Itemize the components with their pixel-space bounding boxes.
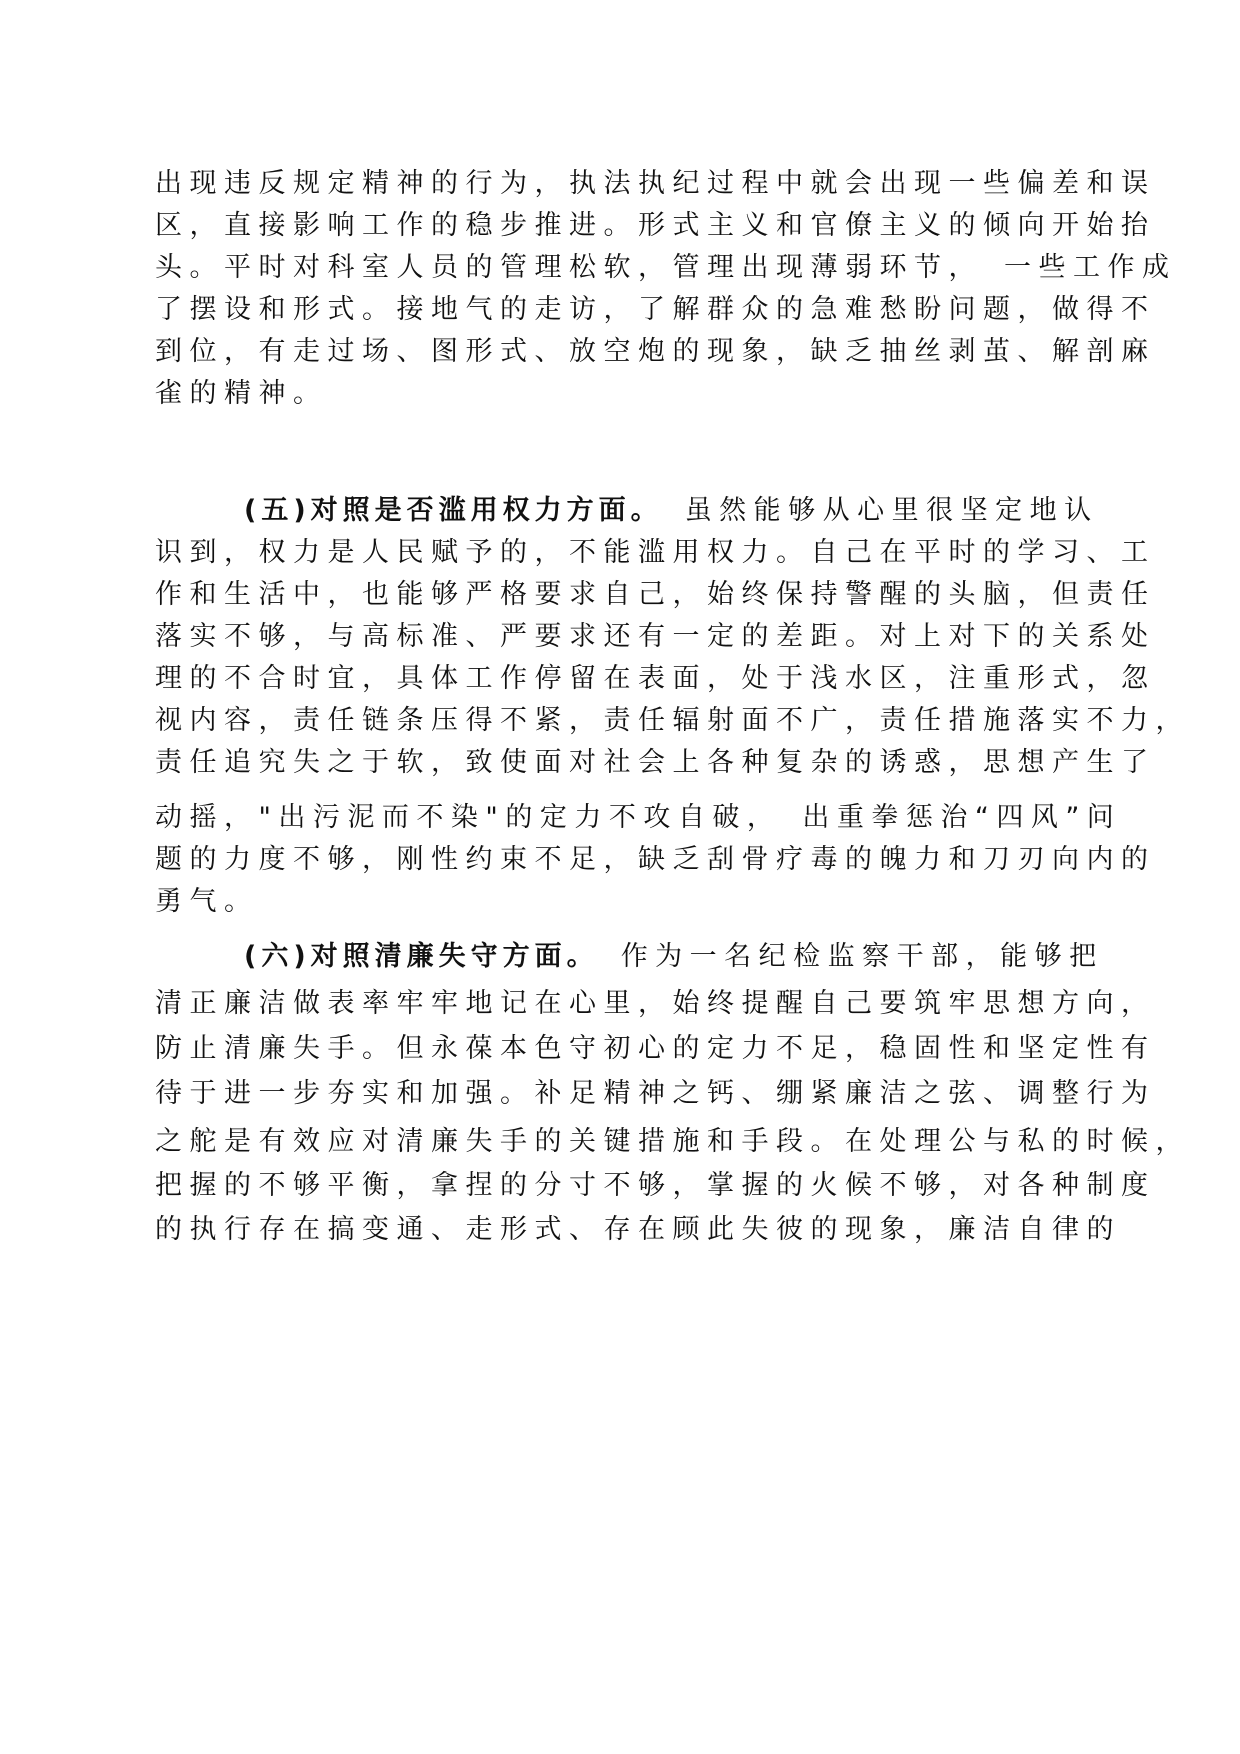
section-6-first-line-text: 作为一名纪检监察干部，能够把 [620,941,1104,972]
paragraph-line: 勇气。 [155,886,259,917]
paragraph-line: 防止清廉失手。但永葆本色守初心的定力不足，稳固性和坚定性有 [155,1033,1156,1064]
paragraph-line: 待于进一步夯实和加强。补足精神之钙、绷紧廉洁之弦、调整行为 [155,1078,1156,1109]
paragraph-line: 头。平时对科室人员的管理松软，管理出现薄弱环节， 一些工作成 [155,252,1177,283]
paragraph-line: 区，直接影响工作的稳步推进。形式主义和官僚主义的倾向开始抬 [155,210,1156,241]
paragraph-line: 了摆设和形式。接地气的走访，了解群众的急难愁盼问题，做得不 [155,294,1156,325]
paragraph-line: 雀的精神。 [155,378,328,409]
paragraph-line: 落实不够，与高标准、严要求还有一定的差距。对上对下的关系处 [155,621,1156,652]
section-5-first-line-text: 虽然能够从心里很坚定地认 [684,495,1099,526]
paragraph-line: 清正廉洁做表率牢牢地记在心里，始终提醒自己要筑牢思想方向， [155,988,1156,1019]
paragraph-line: 之舵是有效应对清廉失手的关键措施和手段。在处理公与私的时候， [155,1126,1190,1157]
paragraph-line: 把握的不够平衡，拿捏的分寸不够，掌握的火候不够，对各种制度 [155,1170,1156,1201]
paragraph-line: 识到，权力是人民赋予的，不能滥用权力。自己在平时的学习、工 [155,537,1156,568]
paragraph-line: 题的力度不够，刚性约束不足，缺乏刮骨疗毒的魄力和刀刃向内的 [155,844,1156,875]
paragraph-line: 理的不合时宜，具体工作停留在表面，处于浅水区，注重形式，忽 [155,663,1156,694]
section-5-first-line [244,494,1099,528]
paragraph-line: 的执行存在搞变通、走形式、存在顾此失彼的现象，廉洁自律的 [155,1214,1121,1245]
section-6-first-line [244,940,1104,974]
section-6-heading: (六)对照清廉失守方面。 [244,941,599,972]
section-5-heading: (五)对照是否滥用权力方面。 [244,495,663,526]
paragraph-line: 到位，有走过场、图形式、放空炮的现象，缺乏抽丝剥茧、解剖麻 [155,336,1156,367]
paragraph-line: 作和生活中，也能够严格要求自己，始终保持警醒的头脑，但责任 [155,579,1156,610]
paragraph-line: 动摇，"出污泥而不染"的定力不攻自破， 出重拳惩治“四风”问 [155,802,1122,833]
paragraph-line: 出现违反规定精神的行为，执法执纪过程中就会出现一些偏差和误 [155,168,1156,199]
paragraph-line: 视内容，责任链条压得不紧，责任辐射面不广，责任措施落实不力， [155,705,1190,736]
paragraph-line: 责任追究失之于软，致使面对社会上各种复杂的诱惑，思想产生了 [155,747,1156,778]
